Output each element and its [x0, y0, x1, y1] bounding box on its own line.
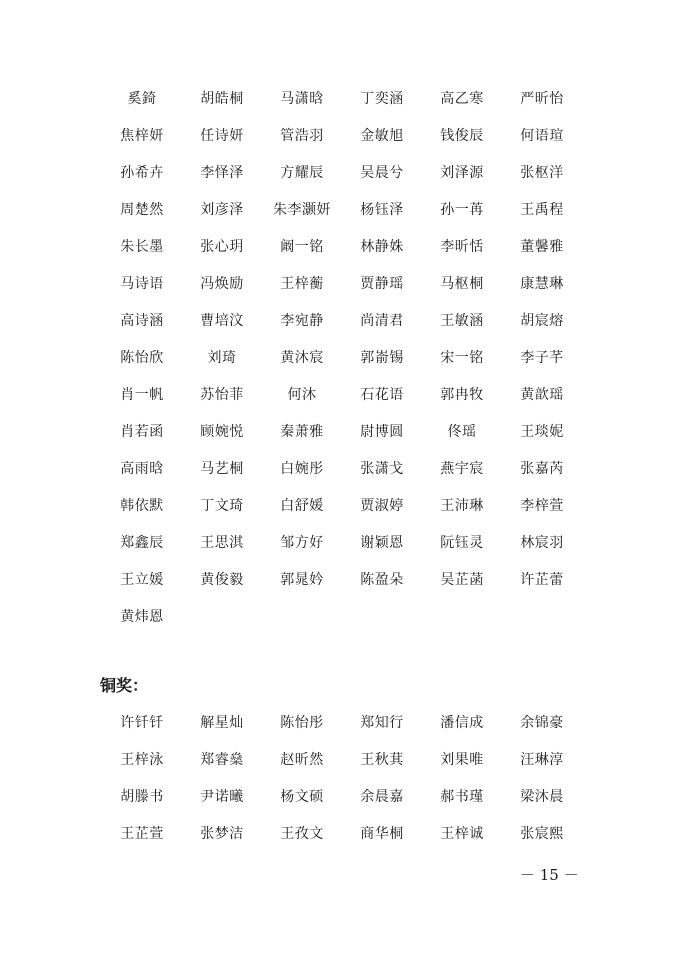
award-recipient-name: 刘彦泽 [200, 202, 244, 218]
award-recipient-name: 张嘉芮 [520, 461, 564, 477]
award-recipient-name: 孙希卉 [120, 165, 164, 181]
award-recipient-name: 王立媛 [120, 572, 164, 588]
award-recipient-name: 白舒媛 [280, 498, 324, 514]
award-recipient-name: 许钎钎 [120, 715, 164, 731]
award-recipient-name: 刘泽源 [440, 165, 484, 181]
award-recipient-name: 郑睿燊 [200, 752, 244, 768]
award-recipient-name: 胡皓桐 [200, 91, 244, 107]
award-recipient-name: 李昕恬 [440, 239, 484, 255]
award-recipient-name: 严昕怡 [520, 91, 564, 107]
award-recipient-name: 王梓诚 [440, 826, 484, 842]
award-recipient-name: 余锦豪 [520, 715, 564, 731]
award-recipient-name: 韩依默 [120, 498, 164, 514]
award-recipient-name: 赵昕然 [280, 752, 324, 768]
award-recipient-name: 邹方好 [280, 535, 324, 551]
award-recipient-name: 马艺桐 [200, 461, 244, 477]
award-recipient-name: 焦梓妍 [120, 128, 164, 144]
award-recipient-name: 朱长墨 [120, 239, 164, 255]
award-recipient-name: 方耀辰 [280, 165, 324, 181]
award-recipient-name: 顾婉悦 [200, 424, 244, 440]
award-recipient-name: 孙一苒 [440, 202, 484, 218]
award-recipient-name: 张心玥 [200, 239, 244, 255]
award-recipient-name: 宋一铭 [440, 350, 484, 366]
award-recipient-name: 金敏旭 [360, 128, 404, 144]
award-recipient-name: 郑鑫辰 [120, 535, 164, 551]
award-recipient-name: 黄炜恩 [120, 609, 164, 625]
award-recipient-name: 张潇戈 [360, 461, 404, 477]
award-recipient-name: 黄沐宸 [280, 350, 324, 366]
award-recipient-name: 佟瑶 [447, 424, 477, 440]
award-recipient-name: 郑知行 [360, 715, 404, 731]
award-recipient-name: 汪琳淳 [520, 752, 564, 768]
page-number: － 15 － [520, 866, 579, 884]
award-recipient-name: 马潇晗 [280, 91, 324, 107]
award-recipient-name: 王梓蘅 [280, 276, 324, 292]
award-recipient-name: 燕宇宸 [440, 461, 484, 477]
award-recipient-name: 梁沐晨 [520, 789, 564, 805]
award-recipient-name: 胡滕书 [120, 789, 164, 805]
award-names-list-top [102, 84, 582, 639]
award-recipient-name: 康慧琳 [520, 276, 564, 292]
award-recipient-name: 王琰妮 [520, 424, 564, 440]
award-recipient-name: 任诗妍 [200, 128, 244, 144]
award-recipient-name: 李怿泽 [200, 165, 244, 181]
award-recipient-name: 马诗语 [120, 276, 164, 292]
award-recipient-name: 林静姝 [360, 239, 404, 255]
award-recipient-name: 商华桐 [360, 826, 404, 842]
award-recipient-name: 王秋萁 [360, 752, 404, 768]
award-recipient-name: 王敏涵 [440, 313, 484, 329]
award-recipient-name: 尹诺曦 [200, 789, 244, 805]
award-recipient-name: 李梓萱 [520, 498, 564, 514]
award-recipient-name: 何语瑄 [520, 128, 564, 144]
award-recipient-name: 奚錡 [127, 91, 157, 107]
award-recipient-name: 王禹程 [520, 202, 564, 218]
award-recipient-name: 贾淑婷 [360, 498, 404, 514]
award-recipient-name: 余晨嘉 [360, 789, 404, 805]
award-recipient-name: 王沛琳 [440, 498, 484, 514]
award-recipient-name: 董馨雅 [520, 239, 564, 255]
award-recipient-name: 郭嵛锡 [360, 350, 404, 366]
award-recipient-name: 郭晁妗 [280, 572, 324, 588]
award-recipient-name: 贾静瑶 [360, 276, 404, 292]
award-recipient-name: 陈怡彤 [280, 715, 324, 731]
award-recipient-name: 吴晨兮 [360, 165, 404, 181]
award-recipient-name: 阚一铭 [280, 239, 324, 255]
bronze-award-heading: 铜奖： [100, 676, 149, 695]
award-recipient-name: 朱李灏妍 [273, 202, 331, 218]
award-recipient-name: 张梦洁 [200, 826, 244, 842]
award-recipient-name: 王芷萱 [120, 826, 164, 842]
award-recipient-name: 曹培汶 [200, 313, 244, 329]
award-recipient-name: 林宸羽 [520, 535, 564, 551]
award-recipient-name: 丁奕涵 [360, 91, 404, 107]
award-recipient-name: 秦萧雅 [280, 424, 324, 440]
award-recipient-name: 肖若函 [120, 424, 164, 440]
award-recipient-name: 张枢洋 [520, 165, 564, 181]
award-recipient-name: 胡宸熔 [520, 313, 564, 329]
award-recipient-name: 何沐 [287, 387, 317, 403]
award-recipient-name: 张宸熙 [520, 826, 564, 842]
award-recipient-name: 管浩羽 [280, 128, 324, 144]
award-recipient-name: 石花语 [360, 387, 404, 403]
award-recipient-name: 高雨晗 [120, 461, 164, 477]
award-recipient-name: 李宛静 [280, 313, 324, 329]
award-recipient-name: 黄俊毅 [200, 572, 244, 588]
award-recipient-name: 丁文琦 [200, 498, 244, 514]
award-recipient-name: 王思淇 [200, 535, 244, 551]
award-recipient-name: 许芷蕾 [520, 572, 564, 588]
award-recipient-name: 解星灿 [200, 715, 244, 731]
award-recipient-name: 周楚然 [120, 202, 164, 218]
award-recipient-name: 钱俊辰 [440, 128, 484, 144]
award-recipient-name: 郭冉牧 [440, 387, 484, 403]
award-recipient-name: 刘果唯 [440, 752, 484, 768]
award-recipient-name: 肖一帆 [120, 387, 164, 403]
award-recipient-name: 杨钰泽 [360, 202, 404, 218]
bronze-award-names-list [102, 708, 582, 856]
award-recipient-name: 黄歆瑶 [520, 387, 564, 403]
award-recipient-name: 王孜文 [280, 826, 324, 842]
award-recipient-name: 苏怡菲 [200, 387, 244, 403]
award-recipient-name: 陈怡欣 [120, 350, 164, 366]
award-recipient-name: 阮钰灵 [440, 535, 484, 551]
award-recipient-name: 白婉彤 [280, 461, 324, 477]
award-recipient-name: 王梓泳 [120, 752, 164, 768]
award-recipient-name: 谢颖恩 [360, 535, 404, 551]
award-recipient-name: 刘琦 [207, 350, 237, 366]
award-recipient-name: 马枢桐 [440, 276, 484, 292]
award-recipient-name: 吴芷菡 [440, 572, 484, 588]
award-recipient-name: 李子芊 [520, 350, 564, 366]
award-recipient-name: 高乙寒 [440, 91, 484, 107]
award-recipient-name: 郝书瑾 [440, 789, 484, 805]
award-recipient-name: 潘信成 [440, 715, 484, 731]
award-recipient-name: 尚清君 [360, 313, 404, 329]
award-recipient-name: 尉博圆 [360, 424, 404, 440]
award-recipient-name: 陈盈朵 [360, 572, 404, 588]
award-recipient-name: 杨文硕 [280, 789, 324, 805]
award-recipient-name: 冯焕励 [200, 276, 244, 292]
award-recipient-name: 高诗涵 [120, 313, 164, 329]
